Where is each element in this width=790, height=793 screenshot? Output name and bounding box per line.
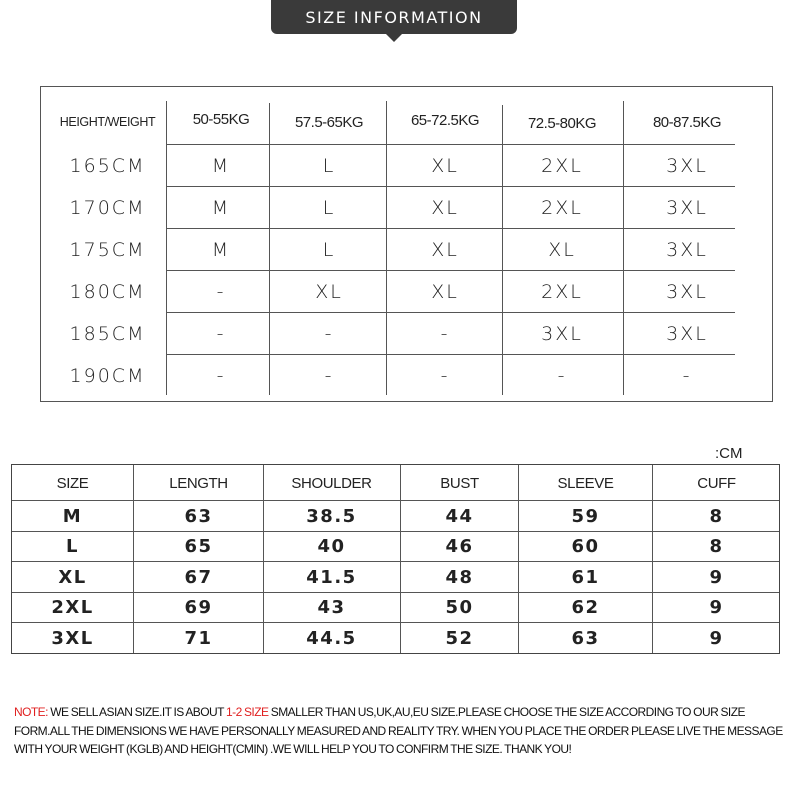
table-cell: 3XL <box>666 281 708 303</box>
row-label: 165CM <box>69 155 146 177</box>
column-divider <box>400 465 401 653</box>
table-cell: 3XL <box>666 239 708 261</box>
table-header-row <box>41 99 772 145</box>
table-cell: 52 <box>445 627 474 649</box>
row-label: 190CM <box>69 365 146 387</box>
table-header-row <box>12 465 779 501</box>
column-header: HEIGHT/WEIGHT <box>59 115 156 129</box>
table-cell: 44.5 <box>306 627 357 649</box>
row-label: 185CM <box>69 323 146 345</box>
row-label: XL <box>58 566 87 588</box>
row-label: 2XL <box>51 597 94 619</box>
table-cell: - <box>216 323 226 345</box>
column-header: BUST <box>440 474 479 492</box>
table-cell: - <box>440 323 450 345</box>
row-label: L <box>66 536 79 558</box>
column-header: 65-72.5KG <box>410 111 480 129</box>
table-cell: L <box>322 155 336 177</box>
table-row <box>12 562 779 593</box>
row-divider <box>167 144 735 145</box>
row-divider <box>12 561 779 562</box>
column-divider <box>652 465 653 653</box>
table-cell: 71 <box>184 627 213 649</box>
table-cell: XL <box>431 197 459 219</box>
table-cell: L <box>322 239 336 261</box>
table-cell: 44 <box>445 505 474 527</box>
note-text-2: SMALLER THAN US,UK,AU,EU SIZE.PLEASE CHOOSE THE SIZE ACCORDING TO OUR SIZE FORM.ALL THE DIMENSIONS WE HAVE PERSONALLY MEASURED AND REALITY TRY. WHEN YOU PLACE THE ORDER PLEASE LIVE THE MESSAGE WITH YOUR WEIGHT (KGLB) AND HEIGHT(CMIN) .WE WILL HELP YOU TO CONFIRM THE SIZE. THANK YOU! <box>14 705 783 756</box>
banner-pointer <box>386 34 402 42</box>
column-header: 80-87.5KG <box>652 113 722 131</box>
column-header: 72.5-80KG <box>527 114 597 132</box>
table-cell: M <box>211 155 231 177</box>
table-row <box>12 593 779 624</box>
table-cell: 41.5 <box>306 566 357 588</box>
table-cell: XL <box>431 155 459 177</box>
table-cell: 2XL <box>541 155 583 177</box>
column-header: SIZE <box>56 474 89 492</box>
table-cell: L <box>322 197 336 219</box>
column-header: CUFF <box>697 474 736 492</box>
row-divider <box>12 622 779 623</box>
table-cell: 3XL <box>541 323 583 345</box>
table-cell: 3XL <box>666 323 708 345</box>
note-label: NOTE: <box>14 705 48 719</box>
table-row <box>41 229 772 271</box>
size-note <box>14 703 784 759</box>
table-cell: 67 <box>184 566 213 588</box>
table-cell: M <box>211 239 231 261</box>
column-divider <box>386 101 387 395</box>
table-cell: - <box>557 365 567 387</box>
row-label: 180CM <box>69 281 146 303</box>
row-divider <box>167 186 735 187</box>
table-cell: 8 <box>709 505 724 527</box>
table-cell: - <box>216 281 226 303</box>
table-cell: 9 <box>709 627 724 649</box>
column-divider <box>518 465 519 653</box>
note-text-1: WE SELL ASIAN SIZE.IT IS ABOUT <box>47 705 226 719</box>
table-cell: 43 <box>317 597 346 619</box>
table-cell: 69 <box>184 597 213 619</box>
row-divider <box>12 500 779 501</box>
table-cell: XL <box>431 281 459 303</box>
row-divider <box>167 354 735 355</box>
table-row <box>12 501 779 532</box>
table-cell: XL <box>548 239 576 261</box>
table-cell: M <box>211 197 231 219</box>
table-row <box>12 532 779 563</box>
table-cell: 63 <box>184 505 213 527</box>
row-divider <box>12 531 779 532</box>
table-cell: 59 <box>571 505 600 527</box>
row-label: 170CM <box>69 197 146 219</box>
row-label: M <box>62 505 83 527</box>
table-cell: 63 <box>571 627 600 649</box>
unit-label: :CM <box>715 445 743 462</box>
column-header: 50-55KG <box>192 110 250 128</box>
table-cell: 3XL <box>666 155 708 177</box>
note-highlight: 1-2 SIZE <box>226 705 269 719</box>
column-divider <box>269 103 270 395</box>
table-cell: 65 <box>184 536 213 558</box>
table-cell: 61 <box>571 566 600 588</box>
table-cell: 46 <box>445 536 474 558</box>
column-header: SLEEVE <box>557 474 614 492</box>
column-divider <box>133 465 134 653</box>
size-info-banner <box>271 0 517 34</box>
table-cell: - <box>216 365 226 387</box>
table-cell: 2XL <box>541 281 583 303</box>
row-label: 175CM <box>69 239 146 261</box>
row-divider <box>167 270 735 271</box>
row-divider <box>12 592 779 593</box>
table-cell: XL <box>431 239 459 261</box>
table-cell: 50 <box>445 597 474 619</box>
table-cell: 62 <box>571 597 600 619</box>
table-cell: - <box>440 365 450 387</box>
table-row <box>41 187 772 229</box>
table-cell: 38.5 <box>306 505 357 527</box>
table-cell: 9 <box>709 566 724 588</box>
table-row <box>41 313 772 355</box>
column-divider <box>502 105 503 395</box>
row-divider <box>167 228 735 229</box>
table-row <box>41 145 772 187</box>
column-header: 57.5-65KG <box>294 113 364 131</box>
row-divider <box>167 312 735 313</box>
row-label: 3XL <box>51 627 94 649</box>
table-cell: 8 <box>709 536 724 558</box>
table-cell: 3XL <box>666 197 708 219</box>
table-cell: - <box>324 365 334 387</box>
table-cell: XL <box>315 281 343 303</box>
table-row <box>41 271 772 313</box>
table-row <box>41 355 772 397</box>
table-cell: 9 <box>709 597 724 619</box>
table-cell: 60 <box>571 536 600 558</box>
column-divider <box>623 101 624 395</box>
table-cell: - <box>682 365 692 387</box>
banner-title: SIZE INFORMATION <box>305 7 483 27</box>
column-divider <box>263 465 264 653</box>
table-cell: 2XL <box>541 197 583 219</box>
table-cell: 40 <box>317 536 346 558</box>
height-weight-size-table <box>40 86 773 402</box>
column-header: LENGTH <box>169 474 228 492</box>
column-divider <box>166 101 167 395</box>
table-cell: 48 <box>445 566 474 588</box>
table-row <box>12 623 779 654</box>
measurement-table <box>11 464 780 654</box>
table-cell: - <box>324 323 334 345</box>
column-header: SHOULDER <box>291 474 372 492</box>
